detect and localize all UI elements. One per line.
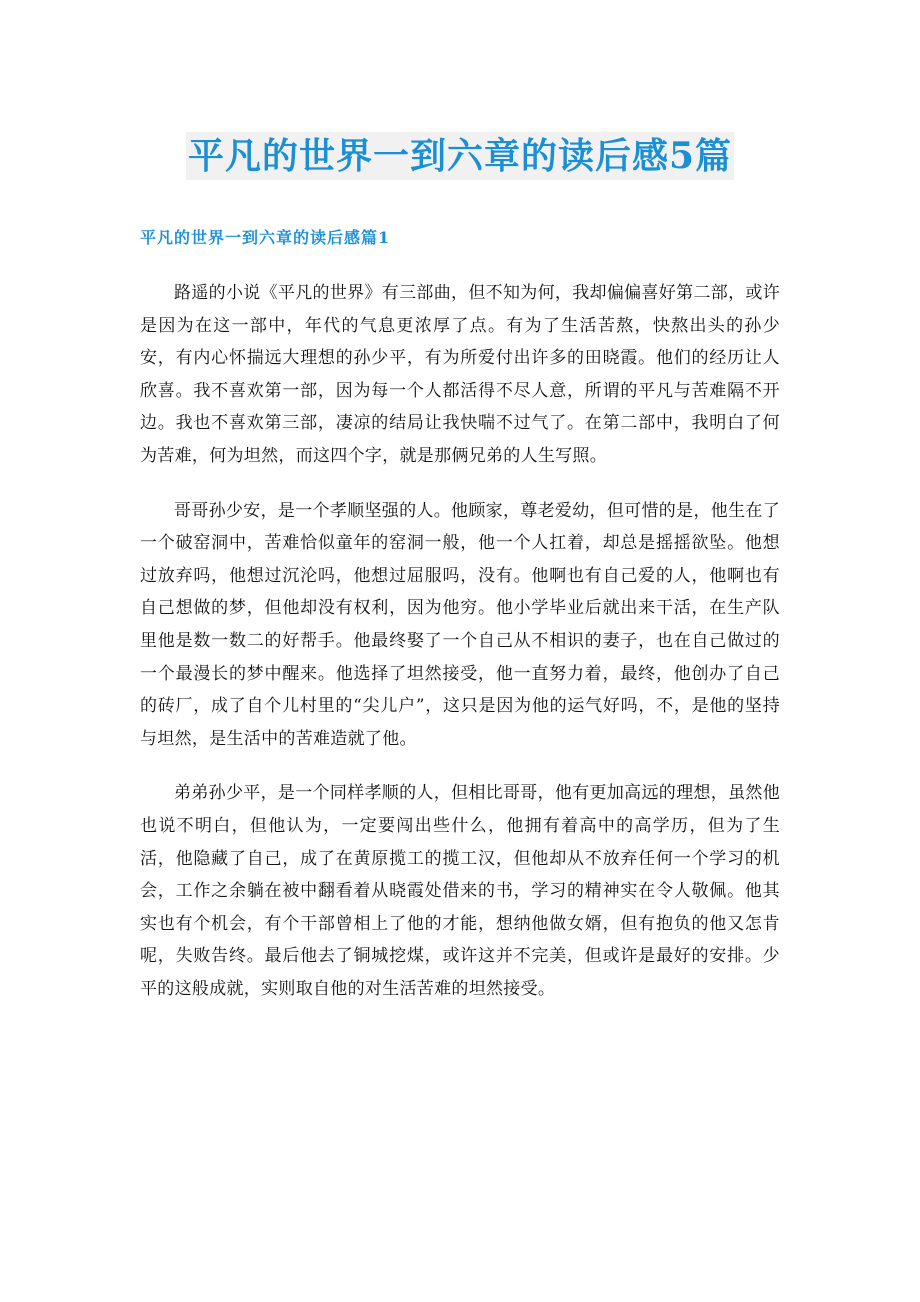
body-text [140,277,780,1027]
section-heading: 平凡的世界一到六章的读后感篇1 [140,228,391,247]
document-title: 平凡的世界一到六章的读后感5篇 [186,132,734,180]
title-container [0,132,920,180]
paragraph-1: 路遥的小说《平凡的世界》有三部曲，但不知为何，我却偏偏喜好第二部，或许是因为在这一部中，年代的气息更浓厚了点。有为了生活苦熬，快熬出头的孙少安，有内心怀揣远大理想的孙少平，有为所爱付出许多的田晓霞。他们的经历让人欣喜。我不喜欢第一部，因为每一个人都活得不尽人意，所谓的平凡与苦难隔不开边。我也不喜欢第三部，凄凉的结局让我快喘不过气了。在第二部中，我明白了何为苦难，何为坦然，而这四个字，就是那俩兄弟的人生写照。 [140,283,780,466]
paragraph-3: 弟弟孙少平，是一个同样孝顺的人，但相比哥哥，他有更加高远的理想，虽然他也说不明白，但他认为，一定要闯出些什么，他拥有着高中的高学历，但为了生活，他隐藏了自己，成了在黄原揽工的揽工汉，但他却从不放弃任何一个学习的机会，工作之余躺在被中翻看着从晓霞处借来的书，学习的精神实在令人敬佩。他其实也有个机会，有个干部曾相上了他的才能，想纳他做女婿，但有抱负的他又怎肯呢，失败告终。最后他去了铜城挖煤，或许这并不完美，但或许是最好的安排。少平的这般成就，实则取自他的对生活苦难的坦然接受。 [140,783,780,999]
paragraph-2: 哥哥孙少安，是一个孝顺坚强的人。他顾家，尊老爱幼，但可惜的是，他生在了一个破窑洞中，苦难恰似童年的窑洞一般，他一个人扛着，却总是摇摇欲坠。他想过放弃吗，他想过沉沦吗，他想过屈服吗，没有。他啊也有自己爱的人，他啊也有自己想做的梦，但他却没有权利，因为他穷。他小学毕业后就出来干活，在生产队里他是数一数二的好帮手。他最终娶了一个自己从不相识的妻子，也在自己做过的一个最漫长的梦中醒来。他选择了坦然接受，他一直努力着，最终，他创办了自己的砖厂，成了自个儿村里的“尖儿户”，这只是因为他的运气好吗，不，是他的坚持与坦然，是生活中的苦难造就了他。 [140,500,780,749]
